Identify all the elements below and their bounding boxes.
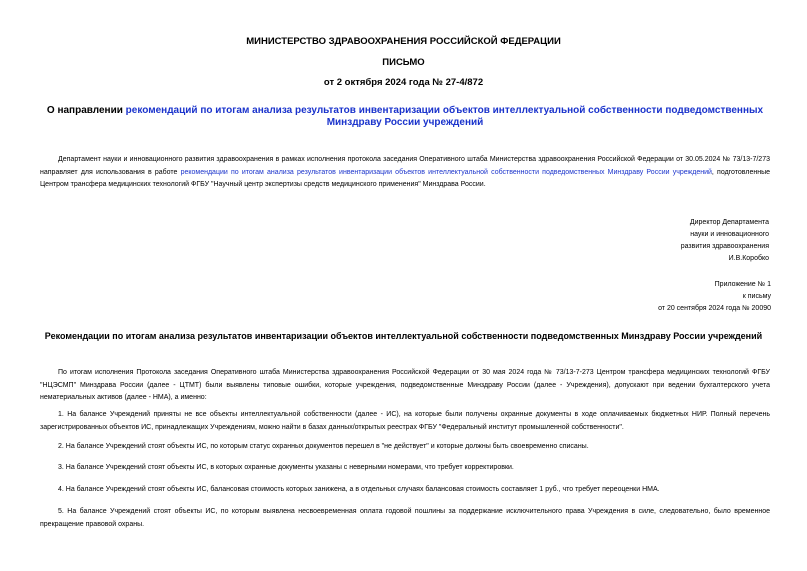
intro-text-after: , подготовленные Центром трансфера медицинских технологий ФГБУ "Научный центр экспертизы средств медицинского применения" Минздрава России. (40, 168, 770, 188)
signature-line: развития здравоохранения (680, 243, 769, 250)
document-title (30, 105, 780, 129)
recommendation-item (40, 484, 770, 497)
recommendation-item (40, 409, 770, 434)
recommendation-item-text: 5. На балансе Учреждений стоят объекты ИС, по которым выявлена несвоевременная оплата годовой пошлины за поддержание исключительного права Учреждения в силе, следовательно, было временное прекращение правовой охраны. (40, 508, 770, 528)
signature-line: науки и инновационного (690, 231, 769, 238)
document-type: ПИСЬМО (382, 57, 425, 68)
title-prefix: О направлении (46, 105, 126, 116)
intro-paragraph (40, 154, 770, 192)
appendix-line: от 20 сентября 2024 года № 20090 (658, 305, 771, 312)
signer-name: И.В.Коробко (728, 255, 769, 262)
document-date-number: от 2 октября 2024 года № 27-4/872 (323, 77, 484, 88)
title-link[interactable]: рекомендаций по итогам анализа результатов инвентаризации объектов интеллектуальной собственности подведомственных Минздраву России учреждений (125, 105, 764, 128)
appendix-line: к письму (742, 293, 771, 300)
recommendation-item-text: 2. На балансе Учреждений стоят объекты ИС, по которым статус охранных документов перешел в "не действует" и которые должны быть своевременно списаны. (58, 443, 589, 450)
recommendation-item (40, 462, 770, 475)
intro-text-before: Департамент науки и инновационного развития здравоохранения в рамках исполнения протокола заседания Оперативного штаба Министерства здравоохранения Российской Федерации от 30.05.2024 № 73/13-7/273 направляет для использования в работе (40, 156, 770, 176)
recommendations-intro-text: По итогам исполнения Протокола заседания Оперативного штаба Министерства здравоохранения Российской Федерации от 30 мая 2024 года № 73/13-7-273 Центром трансфера медицинских технологий ФГБУ "НЦЭСМП" Минздрава России (далее - ЦТМТ) были выявлены типовые ошибки, которые учреждения, подведомственные Минздраву России (далее - Учреждения), допускают при ведении бухгалтерского учета нематериальных активов (далее - НМА), а именно: (40, 369, 770, 401)
appendix-line: Приложение № 1 (714, 281, 771, 288)
signature-line: Директор Департамента (689, 219, 769, 226)
recommendation-item (40, 441, 770, 454)
signature-block (549, 217, 769, 265)
ministry-name: МИНИСТЕРСТВО ЗДРАВООХРАНЕНИЯ РОССИЙСКОЙ ФЕДЕРАЦИИ (246, 36, 561, 47)
recommendation-item-text: 1. На балансе Учреждений приняты не все объекты интеллектуальной собственности (далее - ИС), на которые были получены охранные документы в ходе оплачиваемых бюджетных НИР. Полный перечень зарегистрированных объектов ИС, принадлежащих Учреждениям, можно найти в базах данных/открытых реестрах ФГБУ "Федеральный институт промышленной собственности". (40, 411, 770, 431)
appendix-block (551, 279, 771, 315)
recommendation-item-text: 3. На балансе Учреждений стоят объекты ИС, в которых охранные документы указаны с неверными номерами, что требует корректировки. (58, 464, 514, 471)
recommendation-item-text: 4. На балансе Учреждений стоят объекты ИС, балансовая стоимость которых занижена, а в отдельных случаях балансовая стоимость составляет 1 руб., что требует переоценки НМА. (58, 486, 660, 493)
recommendations-intro (40, 367, 770, 405)
recommendations-title: Рекомендации по итогам анализа результатов инвентаризации объектов интеллектуальной собственности подведомственных Минздраву России учреждений (44, 331, 763, 341)
recommendation-item (40, 506, 770, 531)
intro-link[interactable]: рекомендации по итогам анализа результатов инвентаризации объектов интеллектуальной собственности подведомственных Минздраву России учреждений (180, 168, 712, 176)
